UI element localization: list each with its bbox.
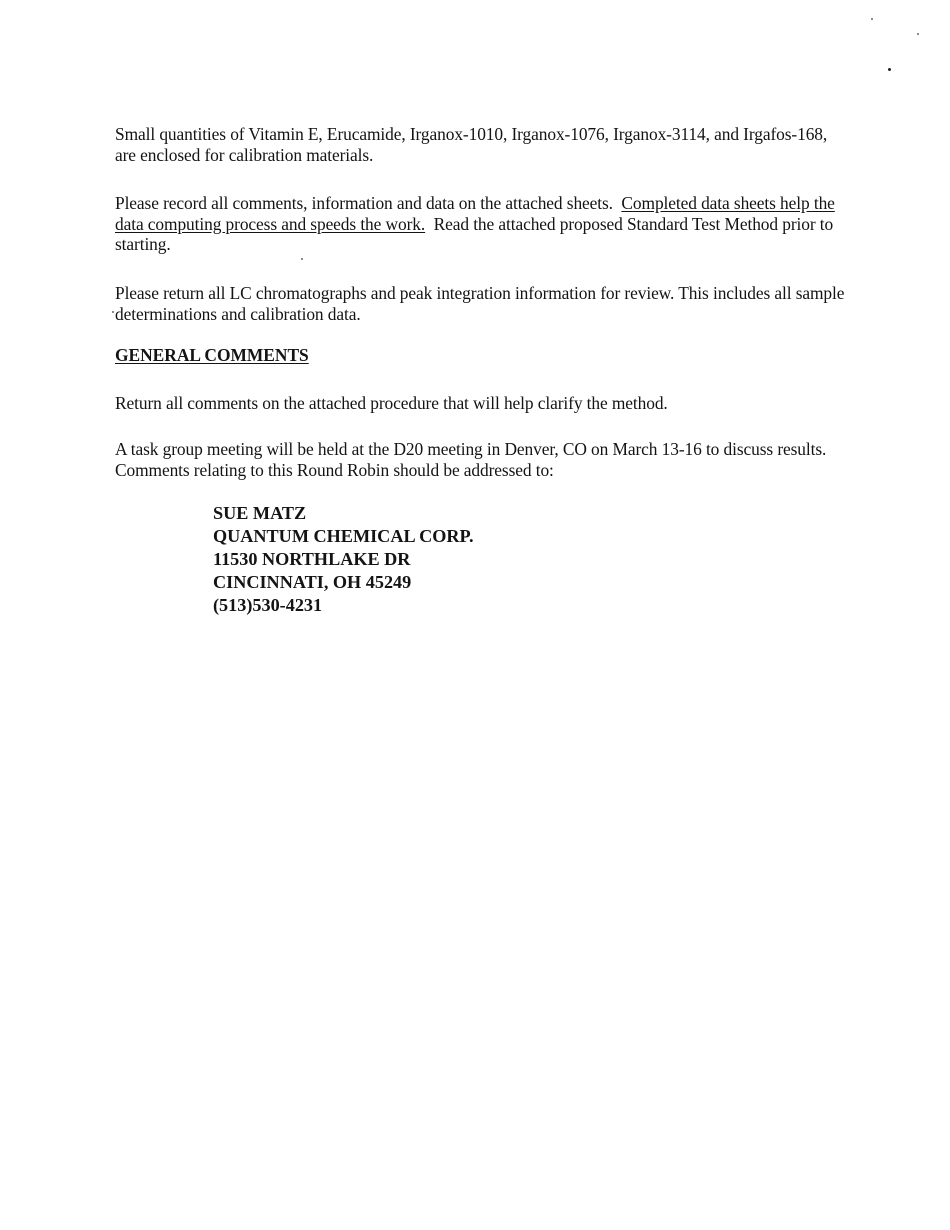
contact-name: SUE MATZ — [213, 503, 307, 523]
general-comments-heading: GENERAL COMMENTS — [115, 345, 309, 365]
contact-street: 11530 NORTHLAKE DR — [213, 549, 411, 569]
return-chromatographs-paragraph: Please return all LC chromatographs and peak integration information for review. This includes all sample determinations and calibration data. — [115, 283, 845, 324]
completed-sheets-note: Completed data sheets help the data computing process and speeds the work. — [115, 193, 835, 234]
scan-speck — [888, 68, 891, 71]
meeting-paragraph: A task group meeting will be held at the D20 meeting in Denver, CO on March 13-16 to discuss results. Comments relating to this Round Robin should be addressed to: — [115, 439, 827, 480]
return-comments-paragraph: Return all comments on the attached procedure that will help clarify the method. — [115, 393, 668, 413]
scan-speck — [871, 18, 873, 20]
contact-company: QUANTUM CHEMICAL CORP. — [213, 526, 474, 546]
calibration-materials-paragraph: Small quantities of Vitamin E, Erucamide, Irganox-1010, Irganox-1076, Irganox-3114, and Irgafos-168, are enclosed for calibration materials. — [115, 124, 828, 165]
scan-speck — [917, 33, 919, 35]
contact-address-block — [213, 502, 474, 617]
contact-phone: (513)530-4231 — [213, 595, 323, 615]
record-data-intro: Please record all comments, information and data on the attached sheets. — [115, 193, 613, 213]
scan-speck — [301, 258, 303, 260]
scan-speck — [112, 311, 114, 313]
read-method-note: Read the attached proposed Standard Test Method prior to starting. — [115, 213, 834, 254]
record-data-paragraph — [115, 193, 845, 255]
contact-city-state-zip: CINCINNATI, OH 45249 — [213, 572, 412, 592]
